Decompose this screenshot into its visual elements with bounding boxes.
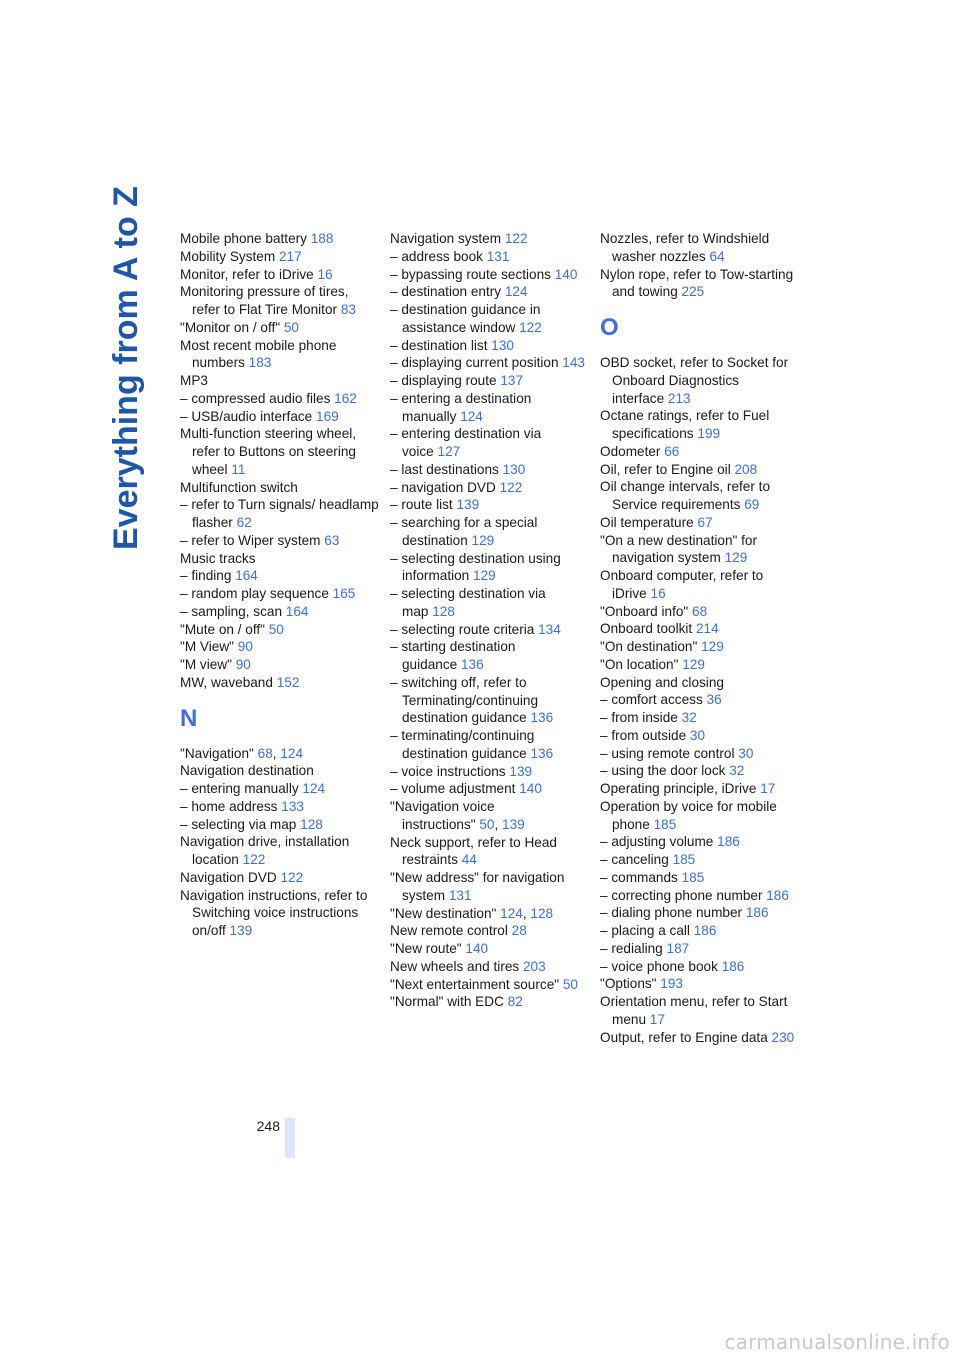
page-reference-link[interactable]: 134 bbox=[538, 621, 561, 637]
index-entry-text: – voice phone book bbox=[600, 958, 718, 974]
index-entry-text: – sampling, scan bbox=[180, 603, 283, 619]
index-entry-text: "On destination" bbox=[600, 639, 698, 654]
index-entry-text: – route list bbox=[390, 497, 453, 513]
page-reference-link[interactable]: 83 bbox=[340, 302, 356, 317]
index-entry bbox=[600, 780, 800, 798]
page-reference-link[interactable]: 188 bbox=[310, 231, 334, 246]
index-entry-text: New wheels and tires bbox=[390, 958, 520, 974]
index-entry bbox=[600, 674, 800, 692]
index-entry bbox=[600, 567, 800, 603]
index-entry bbox=[600, 620, 800, 638]
page-reference-link[interactable]: 28 bbox=[511, 923, 527, 939]
index-entry bbox=[180, 532, 380, 550]
index-entry-text: OBD socket, refer to Socket for Onboard Diagnostics interface bbox=[600, 355, 789, 406]
index-entry bbox=[600, 745, 800, 763]
index-column-3 bbox=[600, 230, 800, 1046]
page-reference-link[interactable]: 133 bbox=[281, 798, 304, 814]
page-reference-link[interactable]: 30 bbox=[689, 727, 706, 743]
index-entry bbox=[390, 283, 590, 301]
index-entry bbox=[180, 319, 380, 337]
page-reference-link[interactable]: 32 bbox=[729, 763, 745, 779]
index-entry bbox=[600, 727, 800, 745]
page-reference-link[interactable]: 129 bbox=[682, 656, 705, 672]
index-entry-text: Music tracks bbox=[180, 550, 256, 566]
index-entry-text: – redialing bbox=[600, 940, 663, 956]
index-entry bbox=[180, 337, 380, 373]
page-reference-link[interactable]: 50 bbox=[562, 976, 578, 992]
index-entry bbox=[180, 887, 380, 940]
index-entry-text: – voice instructions bbox=[390, 763, 506, 779]
page-reference-link[interactable]: 122 bbox=[280, 869, 304, 885]
index-entry-text: "Navigation" bbox=[180, 745, 254, 761]
index-entry-text: – random play sequence bbox=[180, 586, 329, 601]
index-entry bbox=[390, 834, 590, 870]
page-reference-link[interactable]: 50 bbox=[268, 621, 284, 637]
index-entry bbox=[600, 1029, 800, 1047]
index-entry bbox=[180, 479, 380, 497]
index-entry-text: "On a new destination" for navigation system bbox=[600, 532, 758, 566]
page-reference-link[interactable]: 122 bbox=[504, 231, 528, 246]
index-entry bbox=[390, 496, 590, 514]
page-reference-link[interactable]: 124 bbox=[504, 284, 528, 300]
index-entry bbox=[180, 266, 380, 284]
index-entry: "New destination" 124, 128 bbox=[390, 905, 554, 921]
index-entry bbox=[180, 816, 380, 834]
index-entry bbox=[600, 407, 800, 443]
page-reference-link[interactable]: 230 bbox=[771, 1029, 795, 1045]
index-entry-text: – entering destination via voice bbox=[390, 426, 542, 459]
index-entry-text: Nylon rope, refer to Tow-starting and towing bbox=[600, 266, 794, 300]
index-entry-text: Monitor, refer to iDrive bbox=[180, 266, 314, 282]
page-reference-link[interactable]: 130 bbox=[491, 337, 514, 353]
index-entry-text: "Options" bbox=[600, 976, 657, 992]
page-reference-link[interactable]: 67 bbox=[697, 514, 713, 530]
page-reference-link[interactable]: 186 bbox=[745, 905, 769, 921]
index-entry bbox=[390, 461, 590, 479]
index-entry bbox=[600, 904, 800, 922]
page-number: 248 bbox=[256, 1118, 280, 1134]
index-entry-text: Onboard computer, refer to iDrive bbox=[600, 568, 764, 601]
index-entry-text: – from outside bbox=[600, 727, 687, 743]
page-reference-link[interactable]: 124 bbox=[500, 905, 523, 921]
index-entry bbox=[390, 621, 590, 639]
index-entry bbox=[600, 887, 800, 905]
page-reference-link[interactable]: 131 bbox=[448, 887, 472, 903]
page-reference-link[interactable]: 217 bbox=[278, 248, 302, 264]
index-entry-text: – canceling bbox=[600, 852, 669, 867]
index-entry bbox=[390, 958, 590, 976]
index-entry-text: Navigation drive, installation location bbox=[180, 834, 350, 867]
page-reference-link[interactable]: 193 bbox=[660, 976, 683, 992]
index-entry-text: Operation by voice for mobile phone bbox=[600, 798, 777, 832]
index-entry-text: – placing a call bbox=[600, 923, 690, 938]
index-entry bbox=[600, 443, 800, 461]
page-reference-link[interactable]: 152 bbox=[276, 674, 300, 690]
index-entry-text: – finding bbox=[180, 568, 232, 584]
page-reference-link[interactable]: 131 bbox=[486, 248, 510, 264]
index-entry-text: Oil change intervals, refer to Service requirements bbox=[600, 479, 771, 512]
index-entry-text: "Mute on / off" bbox=[180, 621, 265, 637]
index-entry-text: Octane ratings, refer to Fuel specifications bbox=[600, 408, 770, 441]
page-reference-link[interactable]: 16 bbox=[317, 266, 333, 282]
index-entry-text: – from inside bbox=[600, 710, 678, 725]
index-entry-text: Most recent mobile phone numbers bbox=[180, 337, 337, 371]
page-reference-link[interactable]: 143 bbox=[562, 355, 585, 371]
index-entry bbox=[390, 230, 590, 248]
index-entry bbox=[390, 993, 590, 1011]
index-entry bbox=[390, 479, 590, 497]
index-entry bbox=[600, 656, 800, 674]
index-entry-text: Nozzles, refer to Windshield washer nozzles bbox=[600, 231, 770, 264]
index-entry bbox=[600, 833, 800, 851]
index-entry-text: Neck support, refer to Head restraints bbox=[390, 834, 557, 868]
index-entry-text: "On location" bbox=[600, 656, 679, 672]
index-entry-text: Navigation system bbox=[390, 231, 502, 246]
index-entry bbox=[390, 301, 590, 337]
index-entry-text: – displaying route bbox=[390, 373, 497, 388]
index-entry bbox=[390, 638, 590, 674]
index-entry bbox=[390, 266, 590, 284]
index-entry-text: "Normal" with EDC bbox=[390, 994, 504, 1010]
index-entry-text: "New destination" bbox=[390, 905, 497, 921]
index-entry bbox=[600, 603, 800, 621]
page-reference-link[interactable]: 128 bbox=[432, 603, 455, 619]
page-reference-link[interactable]: 225 bbox=[681, 284, 705, 300]
index-entry bbox=[180, 230, 380, 248]
index-entry bbox=[390, 780, 590, 798]
page-reference-link[interactable]: 69 bbox=[744, 497, 760, 512]
side-title: Everything from A to Z bbox=[107, 186, 145, 550]
section-letter: O bbox=[600, 314, 619, 341]
index-entry bbox=[600, 230, 800, 266]
watermark: carmanualsonline.info bbox=[724, 1330, 950, 1354]
index-entry-text: – refer to Turn signals/ headlamp flasher bbox=[180, 497, 379, 530]
index-entry bbox=[600, 940, 800, 958]
index-entry bbox=[390, 727, 590, 763]
page-reference-link[interactable]: 136 bbox=[460, 657, 484, 672]
page-reference-link[interactable]: 136 bbox=[530, 710, 554, 726]
page-reference-link[interactable]: 124 bbox=[280, 745, 304, 761]
page-reference-link[interactable]: 140 bbox=[465, 941, 489, 956]
page-reference-link[interactable]: 214 bbox=[695, 621, 719, 637]
index-entry-text: Navigation DVD bbox=[180, 869, 277, 885]
page-reference-link[interactable]: 164 bbox=[285, 603, 309, 619]
page-reference-link[interactable]: 64 bbox=[709, 248, 725, 264]
index-entry bbox=[390, 976, 590, 994]
page-reference-link[interactable]: 63 bbox=[324, 532, 340, 548]
page-reference-link[interactable]: 139 bbox=[456, 497, 480, 513]
index-entry-text: – dialing phone number bbox=[600, 905, 743, 921]
page-reference-link[interactable]: 129 bbox=[471, 532, 495, 548]
index-entry bbox=[390, 922, 590, 940]
index-entry bbox=[390, 337, 590, 355]
index-entry-text: "Monitor on / off" bbox=[180, 319, 281, 335]
index-entry-text: – compressed audio files bbox=[180, 390, 331, 406]
page-reference-link[interactable]: 128 bbox=[300, 816, 323, 832]
index-entry bbox=[390, 674, 590, 727]
page-reference-link[interactable]: 169 bbox=[316, 408, 339, 424]
index-entry bbox=[600, 709, 800, 727]
page-reference-link[interactable]: 139 bbox=[509, 763, 533, 779]
page-reference-link[interactable]: 203 bbox=[522, 958, 546, 974]
page-reference-link[interactable]: 140 bbox=[519, 781, 542, 797]
page-reference-link[interactable]: 82 bbox=[507, 994, 523, 1010]
index-entry-text: – selecting via map bbox=[180, 816, 297, 832]
index-entry bbox=[180, 283, 380, 319]
page-reference-link[interactable]: 208 bbox=[734, 461, 758, 477]
page-reference-link[interactable]: 137 bbox=[500, 373, 524, 388]
page-reference-link[interactable]: 68 bbox=[692, 603, 708, 619]
index-entry-text: – destination entry bbox=[390, 284, 502, 300]
index-entry bbox=[180, 408, 380, 426]
index-entry bbox=[180, 390, 380, 408]
page-reference-link[interactable]: 90 bbox=[237, 639, 253, 655]
index-entry-text: – comfort access bbox=[600, 692, 703, 708]
index-entry-text: Multifunction switch bbox=[180, 479, 298, 495]
index-entry-text: Opening and closing bbox=[600, 674, 724, 690]
index-entry bbox=[390, 869, 590, 905]
page-reference-link[interactable]: 36 bbox=[706, 692, 722, 708]
page-reference-link[interactable]: 187 bbox=[666, 940, 690, 956]
index-entry bbox=[600, 851, 800, 869]
index-entry bbox=[390, 248, 590, 266]
page-reference-link[interactable]: 122 bbox=[519, 319, 542, 335]
index-entry bbox=[600, 762, 800, 780]
index-entry-text: Navigation instructions, refer to Switching voice instructions on/off bbox=[180, 887, 368, 938]
index-entry-text: Output, refer to Engine data bbox=[600, 1029, 768, 1045]
index-entry bbox=[180, 372, 380, 390]
index-entry bbox=[180, 638, 380, 656]
page-reference-link[interactable]: 185 bbox=[672, 852, 696, 867]
page-reference-link[interactable]: 128 bbox=[530, 905, 554, 921]
page-reference-link[interactable]: 68 bbox=[257, 745, 273, 761]
page-reference-link[interactable]: 124 bbox=[302, 781, 326, 796]
index-entry: "Navigation voice instructions" 50, 139 bbox=[390, 799, 525, 832]
index-entry-text: – refer to Wiper system bbox=[180, 532, 321, 548]
index-entry bbox=[600, 958, 800, 976]
index-entry-text: – selecting route criteria bbox=[390, 621, 535, 637]
page-reference-link[interactable]: 66 bbox=[664, 443, 680, 459]
page-reference-link[interactable]: 32 bbox=[681, 710, 697, 725]
index-entry-text: – starting destination guidance bbox=[390, 639, 516, 672]
index-entry-text: – bypassing route sections bbox=[390, 266, 551, 282]
index-entry-text: Monitoring pressure of tires, refer to Flat Tire Monitor bbox=[180, 284, 349, 317]
index-entry bbox=[390, 550, 590, 586]
index-entry-text: – entering a destination manually bbox=[390, 390, 532, 424]
page-reference-link[interactable]: 44 bbox=[461, 852, 477, 868]
index-entry bbox=[600, 993, 800, 1029]
index-column-1 bbox=[180, 230, 380, 940]
index-entry bbox=[600, 354, 800, 407]
page-reference-link[interactable]: 17 bbox=[760, 781, 776, 796]
page-reference-link[interactable]: 139 bbox=[502, 816, 525, 832]
index-entry bbox=[600, 922, 800, 940]
page-reference-link[interactable]: 129 bbox=[701, 639, 724, 654]
index-entry-text: – correcting phone number bbox=[600, 887, 763, 903]
page-reference-link[interactable]: 162 bbox=[334, 390, 357, 406]
index-entry-text: "New route" bbox=[390, 941, 462, 956]
index-entry bbox=[180, 869, 380, 887]
index-entry-text: – last destinations bbox=[390, 461, 499, 477]
index-entry bbox=[600, 798, 800, 834]
page-reference-link[interactable]: 186 bbox=[721, 958, 745, 974]
page-reference-link[interactable]: 122 bbox=[499, 479, 523, 495]
index-entry bbox=[180, 585, 380, 603]
page-number-bar bbox=[285, 1118, 295, 1158]
index-entry bbox=[180, 496, 380, 532]
index-entry bbox=[180, 780, 380, 798]
page-reference-link[interactable]: 127 bbox=[437, 444, 461, 459]
index-entry bbox=[600, 691, 800, 709]
index-entry-text: – displaying current position bbox=[390, 355, 559, 371]
page-reference-link[interactable]: 164 bbox=[235, 568, 258, 584]
page-reference-link[interactable]: 139 bbox=[229, 923, 253, 938]
index-entry-text: Onboard toolkit bbox=[600, 621, 693, 637]
index-entry-text: – commands bbox=[600, 869, 678, 885]
index-entry bbox=[180, 621, 380, 639]
index-entry-text: – selecting destination using information bbox=[390, 550, 561, 584]
index-entry-text: – searching for a special destination bbox=[390, 515, 538, 548]
index-entry-text: "Next entertainment source" bbox=[390, 976, 560, 992]
index-entry-text: – entering manually bbox=[180, 781, 299, 796]
page-reference-link[interactable]: 62 bbox=[236, 515, 252, 530]
index-entry-text: – volume adjustment bbox=[390, 781, 516, 797]
index-entry bbox=[600, 461, 800, 479]
index-entry-text: Navigation destination bbox=[180, 763, 314, 779]
index-entry-text: – adjusting volume bbox=[600, 834, 714, 850]
page-reference-link[interactable]: 140 bbox=[554, 266, 578, 282]
index-entry bbox=[600, 638, 800, 656]
page-reference-link[interactable]: 213 bbox=[667, 390, 691, 406]
page-reference-link[interactable]: 130 bbox=[502, 461, 526, 477]
section-letter: N bbox=[180, 704, 198, 732]
index-entry-text: – using remote control bbox=[600, 745, 735, 761]
index-entry bbox=[390, 425, 590, 461]
page-reference-link[interactable]: 186 bbox=[766, 887, 789, 903]
index-entry bbox=[180, 425, 380, 478]
index-column-2 bbox=[390, 230, 590, 1011]
index-entry bbox=[180, 656, 380, 674]
page-reference-link[interactable]: 199 bbox=[697, 426, 721, 441]
page-reference-link[interactable]: 186 bbox=[717, 834, 740, 850]
index-entry-text: Operating principle, iDrive bbox=[600, 781, 757, 796]
index-entry bbox=[600, 869, 800, 887]
index-entry bbox=[390, 390, 590, 426]
index-entry-text: – terminating/continuing destination guidance bbox=[390, 728, 535, 761]
index-entry-text: – home address bbox=[180, 798, 278, 814]
page-reference-link[interactable]: 90 bbox=[235, 657, 251, 672]
index-entry bbox=[180, 567, 380, 585]
page-reference-link[interactable]: 165 bbox=[332, 586, 356, 601]
index-entry-text: "M view" bbox=[180, 657, 232, 672]
index-entry-text: – destination list bbox=[390, 337, 488, 353]
index-entry bbox=[180, 833, 380, 869]
index-entry-text: "New address" for navigation system bbox=[390, 870, 565, 903]
page-reference-link[interactable]: 129 bbox=[473, 568, 496, 584]
index-entry: "Navigation" 68, 124 bbox=[180, 745, 304, 761]
page-reference-link[interactable]: 129 bbox=[724, 550, 748, 566]
index-entry-text: Multi-function steering wheel, refer to Buttons on steering wheel bbox=[180, 426, 357, 477]
index-entry bbox=[390, 940, 590, 958]
index-entry-text: – address book bbox=[390, 248, 483, 264]
page-reference-link[interactable]: 186 bbox=[693, 923, 717, 938]
index-entry-text: "Navigation voice instructions" bbox=[390, 799, 495, 832]
index-entry bbox=[180, 248, 380, 266]
index-entry bbox=[180, 798, 380, 816]
index-entry bbox=[180, 674, 380, 692]
page-reference-link[interactable]: 11 bbox=[231, 461, 246, 477]
page-reference-link[interactable]: 185 bbox=[681, 869, 705, 885]
index-entry-text: – USB/audio interface bbox=[180, 408, 313, 424]
index-entry-text: – switching off, refer to Terminating/continuing destination guidance bbox=[390, 674, 539, 726]
index-entry-text: Mobile phone battery bbox=[180, 231, 307, 246]
page-reference-link[interactable]: 16 bbox=[650, 585, 666, 601]
page-reference-link[interactable]: 30 bbox=[738, 745, 754, 761]
index-entry-text: "Onboard info" bbox=[600, 603, 689, 619]
index-entry bbox=[180, 603, 380, 621]
index-entry bbox=[390, 763, 590, 781]
index-entry bbox=[600, 266, 800, 302]
index-entry-text: New remote control bbox=[390, 923, 508, 939]
page-reference-link[interactable]: 17 bbox=[649, 1011, 665, 1027]
index-entry bbox=[600, 478, 800, 514]
index-entry bbox=[390, 354, 590, 372]
index-entry bbox=[180, 762, 380, 780]
page-reference-link[interactable]: 136 bbox=[530, 745, 554, 761]
page-reference-link[interactable]: 124 bbox=[460, 408, 483, 424]
index-entry-text: – using the door lock bbox=[600, 763, 726, 779]
index-entry-text: – navigation DVD bbox=[390, 479, 496, 495]
index-entry-text: Oil, refer to Engine oil bbox=[600, 461, 731, 477]
page-reference-link[interactable]: 50 bbox=[479, 816, 495, 832]
index-entry-text: "M View" bbox=[180, 639, 234, 655]
index-entry-text: Odometer bbox=[600, 443, 661, 459]
index-entry-text: Mobility System bbox=[180, 248, 276, 264]
index-entry bbox=[600, 532, 800, 568]
index-entry-text: MW, waveband bbox=[180, 674, 273, 690]
index-entry-text: Oil temperature bbox=[600, 514, 694, 530]
index-entry-text: – selecting destination via map bbox=[390, 586, 546, 619]
index-entry bbox=[600, 514, 800, 532]
page-reference-link[interactable]: 122 bbox=[242, 852, 266, 867]
index-entry bbox=[390, 585, 590, 621]
page-reference-link[interactable]: 185 bbox=[653, 816, 677, 832]
index-entry-text: MP3 bbox=[180, 373, 208, 388]
index-entry-text: Orientation menu, refer to Start menu bbox=[600, 994, 788, 1027]
index-entry bbox=[390, 514, 590, 550]
page-reference-link[interactable]: 183 bbox=[248, 355, 272, 371]
index-entry bbox=[600, 975, 800, 993]
index-entry bbox=[180, 550, 380, 568]
index-entry-text: – destination guidance in assistance window bbox=[390, 302, 541, 335]
index-entry bbox=[390, 372, 590, 390]
page-reference-link[interactable]: 50 bbox=[283, 319, 299, 335]
